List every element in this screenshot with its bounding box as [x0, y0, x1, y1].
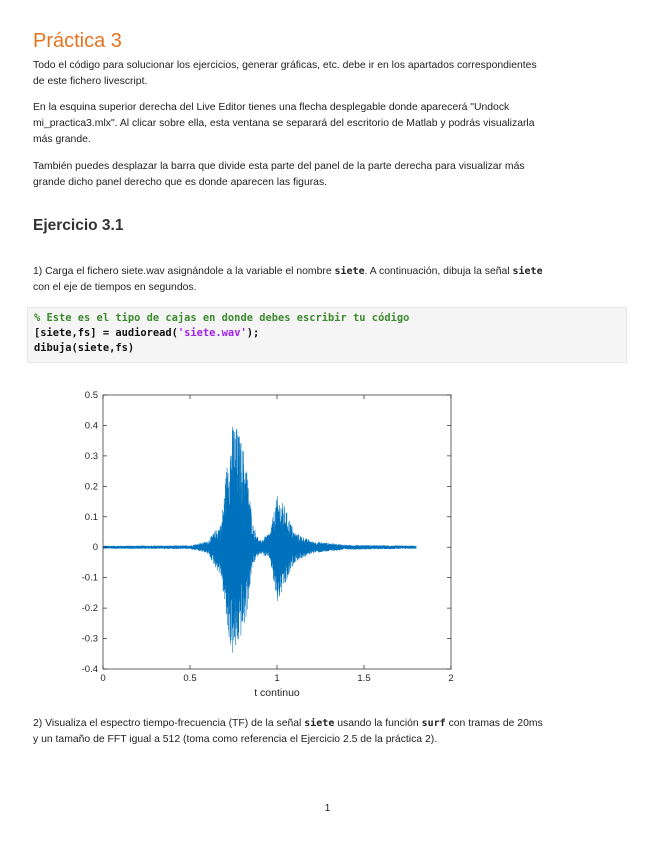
y-tick-label: 0.1 [84, 511, 98, 523]
item2-code-surf: surf [421, 718, 446, 729]
y-tick-label: -0.4 [81, 664, 98, 675]
item2-text-b: usando la función [334, 718, 422, 729]
x-tick-label: 1.5 [357, 673, 371, 684]
item2-line2: y un tamaño de FFT igual a 512 (toma como referencia el Ejercicio 2.5 de la práctica 2). [33, 734, 438, 745]
intro-p2-line2: mi_practica3.mlx". Al clicar sobre ella, esta ventana se separará del escritorio de Matlab y podrás visualizarla [33, 118, 535, 129]
page-title: Práctica 3 [33, 30, 122, 52]
x-axis-label: t continuo [254, 687, 300, 699]
y-tick-label: 0 [92, 542, 98, 554]
code-comment-line: % Este es el tipo de cajas en donde debes escribir tu código [34, 312, 410, 324]
intro-p3-line2: grande dicho panel derecho que es donde aparecen las figuras. [33, 177, 328, 188]
y-tick-label: -0.3 [81, 633, 98, 645]
x-tick-label: 2 [448, 673, 454, 684]
intro-p3-line1: También puedes desplazar la barra que divide esta parte del panel de la parte derecha para visualizar más [33, 161, 525, 172]
code-line2-pre: [siete,fs] = audioread( [34, 327, 178, 339]
y-tick-label: 0.4 [84, 420, 98, 432]
item2-code-siete: siete [304, 718, 335, 729]
intro-p1-line1: Todo el código para solucionar los ejercicios, generar gráficas, etc. debe ir en los apartados correspondientes [33, 60, 537, 71]
code-line-dibuja: dibuja(siete,fs) [34, 342, 135, 354]
y-tick-label: 0.5 [84, 390, 98, 401]
waveform-figure [60, 382, 480, 712]
exercise-item-2 [33, 716, 618, 748]
intro-paragraph-1 [33, 58, 618, 90]
x-tick-label: 1 [274, 673, 280, 684]
item1-text-b: . A continuación, dibuja la señal [364, 266, 513, 277]
item1-code-siete-2: siete [512, 266, 543, 277]
intro-p1-line2: de este fichero livescript. [33, 76, 148, 87]
y-tick-label: -0.2 [81, 603, 98, 615]
code-line2-string: 'siete.wav' [177, 327, 247, 339]
intro-p2-line1: En la esquina superior derecha del Live Editor tienes una flecha desplegable donde aparecerá "Undock [33, 102, 510, 113]
y-tick-label: 0.2 [84, 481, 98, 493]
item2-text-a: 2) Visualiza el espectro tiempo-frecuencia (TF) de la señal [33, 718, 305, 729]
code-line2-post: ); [246, 327, 260, 339]
code-editor-box[interactable] [27, 307, 627, 363]
intro-paragraph-2 [33, 100, 618, 148]
x-tick-label: 0.5 [183, 673, 197, 684]
section-heading: Ejercicio 3.1 [33, 217, 124, 234]
item1-code-siete: siete [334, 266, 365, 277]
exercise-item-1 [33, 264, 618, 296]
item1-text-a: 1) Carga el fichero siete.wav asignándole a la variable el nombre [33, 266, 335, 277]
page-number: 1 [324, 803, 331, 814]
intro-paragraph-3 [33, 159, 618, 191]
y-tick-label: 0.3 [84, 450, 98, 462]
intro-p2-line3: más grande. [33, 134, 91, 145]
code-line-audioread [34, 327, 259, 339]
item2-text-c: con tramas de 20ms [445, 718, 543, 729]
y-tick-label: -0.1 [81, 572, 98, 584]
x-tick-label: 0 [100, 673, 106, 684]
item1-line2: con el eje de tiempos en segundos. [33, 282, 197, 293]
